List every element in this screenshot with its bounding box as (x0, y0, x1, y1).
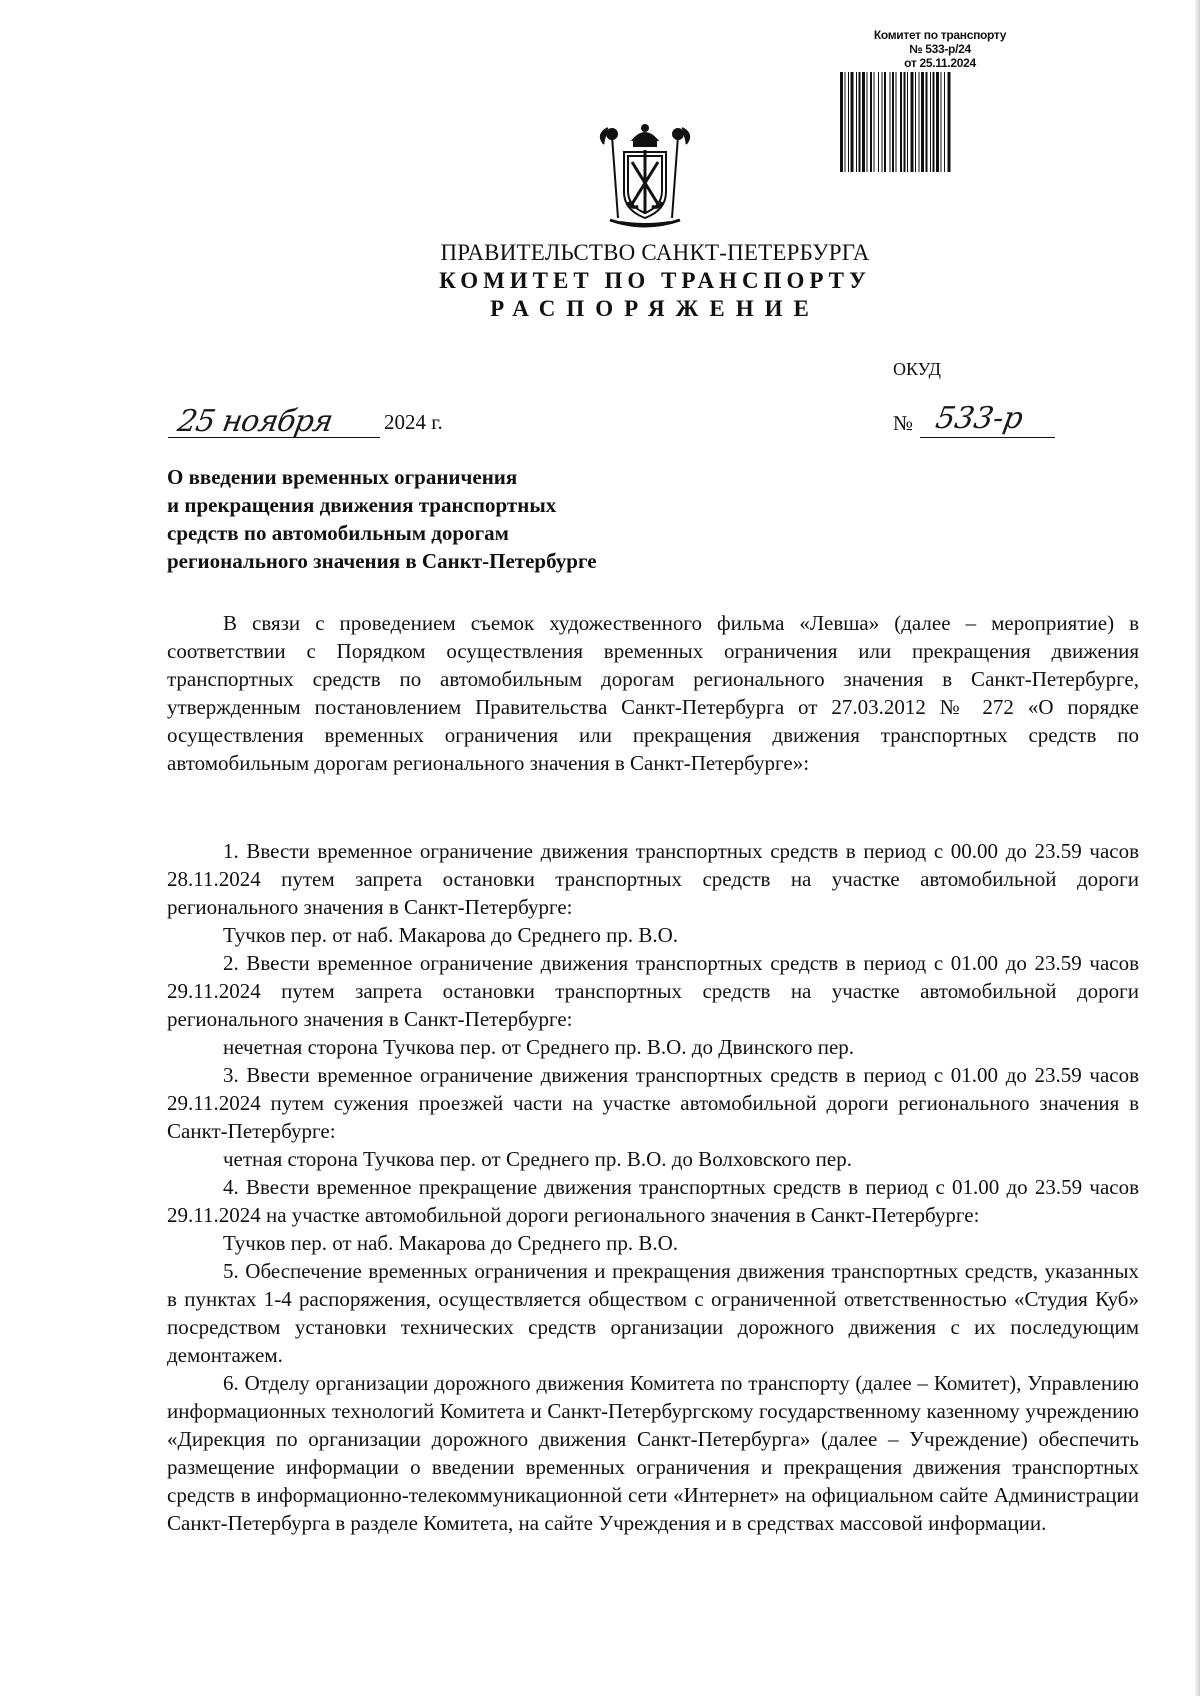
barcode-bar (870, 72, 872, 172)
barcode-bar (859, 72, 861, 172)
barcode-bar (904, 72, 906, 172)
intro-paragraph (167, 609, 1139, 777)
barcode-bar (915, 72, 916, 172)
barcode-bar (878, 72, 879, 172)
barcode-bar (882, 72, 883, 172)
barcode-bar (890, 72, 891, 172)
barcode-bar (926, 72, 928, 172)
number-sign: № (893, 411, 914, 435)
subject-line: О введении временных ограничения (167, 465, 518, 489)
order-item-1: 1. Ввести временное ограничение движения транспортных средств в период с 00.00 до 23.59 часов 28.11.2024 путем запрета остановки транспортных средств на участке автомобильной дороги регионального значения в Санкт-Петербурге: (167, 839, 1139, 919)
barcode-bar (845, 72, 846, 172)
okud-label: ОКУД (893, 359, 941, 379)
coat-of-arms-emblem (590, 122, 700, 232)
barcode-bar (907, 72, 908, 172)
road-section-4: Тучков пер. от наб. Макарова до Среднего пр. В.О. (223, 1231, 678, 1255)
barcode-bar (919, 72, 920, 172)
barcode-bar (933, 72, 935, 172)
document-type-title: РАСПОРЯЖЕНИЕ (490, 296, 820, 321)
date-year: 2024 г. (384, 410, 443, 434)
order-items (167, 837, 1139, 1537)
stamp-line-3: от 25.11.2024 (904, 56, 976, 70)
intro-text: В связи с проведением съемок художественного фильма «Левша» (далее – мероприятие) в соответствии с Порядком осуществления временных ограничения или прекращения движения транспортных средств по автомобильным дорогам регионального значения в Санкт-Петербурге, утвержденным постановлением Правительства Санкт-Петербурга от 27.03.2012 № 272 «О порядке осуществления временных ограничения или прекращения движения транспортных средств по автомобильным дорогам регионального значения в Санкт-Петербурге»: (167, 611, 1139, 775)
barcode-bar (948, 72, 951, 172)
date-underline (168, 437, 380, 438)
barcode-bar (892, 72, 894, 172)
committee-title: КОМИТЕТ ПО ТРАНСПОРТУ (439, 268, 871, 293)
document-subject (167, 463, 597, 575)
barcode-bar (930, 72, 931, 172)
barcode-bar (896, 72, 897, 172)
barcode-bar (941, 72, 942, 172)
barcode-bar (856, 72, 857, 172)
government-title: ПРАВИТЕЛЬСТВО САНКТ-ПЕТЕРБУРГА (440, 240, 870, 265)
barcode (838, 72, 1044, 172)
registration-stamp (840, 28, 1040, 70)
barcode-bar (921, 72, 924, 172)
subject-line: регионального значения в Санкт-Петербурге (167, 549, 597, 573)
order-item-6: 6. Отделу организации дорожного движения Комитета по транспорту (далее – Комитет), Управлению информационных технологий Комитета и Санкт-Петербургскому государственному казенному учреждению «Дирекция по организации дорожного движения Санкт-Петербурга» (далее – Учреждение) обеспечить размещение информации о введении временных ограничения и прекращения движения транспортных средств в информационно-телекоммуникационной сети «Интернет» на официальном сайте Администрации Санкт-Петербурга в разделе Комитета, на сайте Учреждения и в средствах массовой информации. (167, 1371, 1139, 1535)
stamp-line-2: № 533-р/24 (909, 42, 971, 56)
barcode-bar (884, 72, 886, 172)
order-item-4: 4. Ввести временное прекращение движения транспортных средств в период с 01.00 до 23.59 часов 29.11.2024 на участке автомобильной дороги регионального значения в Санкт-Петербурге: (167, 1175, 1139, 1227)
barcode-bar (851, 72, 854, 172)
barcode-bar (848, 72, 849, 172)
barcode-bar (862, 72, 865, 172)
barcode-bar (867, 72, 868, 172)
road-section-1: Тучков пер. от наб. Макарова до Среднего пр. В.О. (223, 923, 678, 947)
road-section-2: нечетная сторона Тучкова пер. от Среднего пр. В.О. до Двинского пер. (223, 1035, 855, 1059)
barcode-bar (874, 72, 875, 172)
road-section-3: четная сторона Тучкова пер. от Среднего пр. В.О. до Волховского пер. (223, 1147, 852, 1171)
order-item-5: 5. Обеспечение временных ограничения и прекращения движения транспортных средств, указанных в пунктах 1-4 распоряжения, осуществляется обществом с ограниченной ответственностью «Студия Куб» посредством установки технических средств организации дорожного движения с их последующим демонтажем. (167, 1259, 1139, 1367)
barcode-bar (944, 72, 945, 172)
order-item-3: 3. Ввести временное ограничение движения транспортных средств в период с 01.00 до 23.59 часов 29.11.2024 путем сужения проезжей части на участке автомобильной дороги регионального значения в Санкт-Петербурге: (167, 1063, 1139, 1143)
subject-line: и прекращения движения транспортных (167, 493, 557, 517)
order-item-2: 2. Ввести временное ограничение движения транспортных средств в период с 01.00 до 23.59 часов 29.11.2024 путем запрета остановки транспортных средств на участке автомобильной дороги регионального значения в Санкт-Петербурге: (167, 951, 1139, 1031)
stamp-line-1: Комитет по транспорту (873, 28, 1007, 42)
number-handwritten: 533-р (932, 401, 1026, 436)
barcode-bar (911, 72, 914, 172)
barcode-bar (936, 72, 939, 172)
date-handwritten: 25 ноября (174, 404, 335, 439)
number-underline (920, 437, 1055, 438)
barcode-bar (900, 72, 902, 172)
barcode-bar (840, 72, 843, 172)
subject-line: средств по автомобильным дорогам (167, 521, 509, 545)
